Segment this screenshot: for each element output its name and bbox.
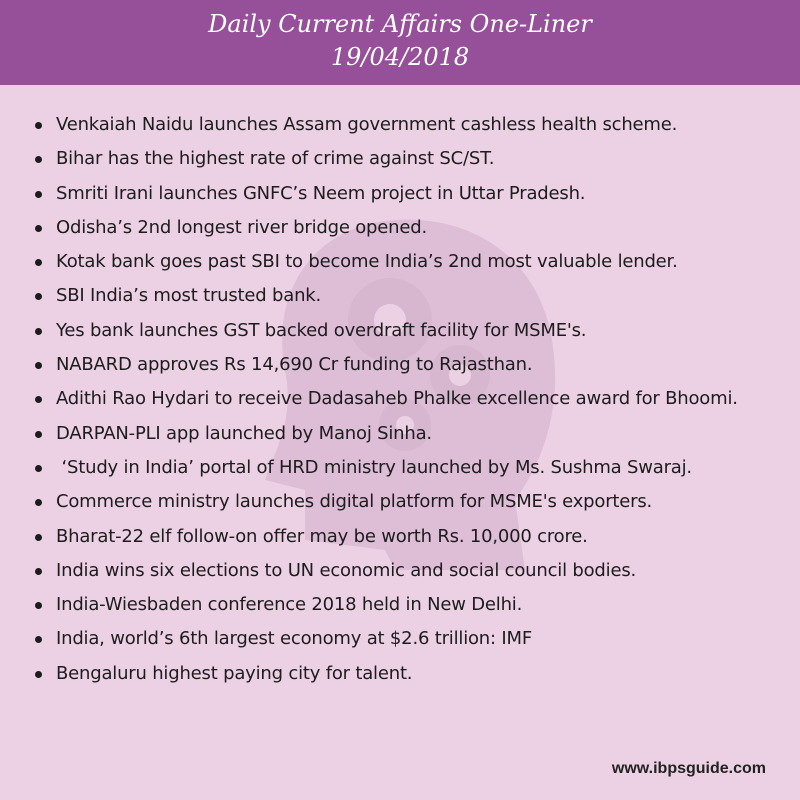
list-item: India-Wiesbaden conference 2018 held in New Delhi. [35, 588, 795, 622]
bullet-icon [35, 293, 42, 300]
bullet-icon [35, 191, 42, 198]
list-item: Adithi Rao Hydari to receive Dadasaheb Phalke excellence award for Bhoomi. [35, 382, 795, 416]
bullet-icon [35, 259, 42, 266]
bullet-icon [35, 568, 42, 575]
bullet-icon [35, 636, 42, 643]
bullet-icon [35, 156, 42, 163]
list-item: DARPAN-PLI app launched by Manoj Sinha. [35, 417, 795, 451]
bullet-icon [35, 602, 42, 609]
one-liner-list [35, 108, 795, 691]
list-item: Yes bank launches GST backed overdraft facility for MSME's. [35, 314, 795, 348]
list-item: Kotak bank goes past SBI to become India’s 2nd most valuable lender. [35, 245, 795, 279]
list-item: Bharat-22 elf follow-on offer may be worth Rs. 10,000 crore. [35, 520, 795, 554]
bullet-icon [35, 671, 42, 678]
website-url: www.ibpsguide.com [611, 760, 766, 777]
bullet-icon [35, 465, 42, 472]
list-item: SBI India’s most trusted bank. [35, 279, 795, 313]
header-banner [0, 0, 800, 85]
list-item: NABARD approves Rs 14,690 Cr funding to Rajasthan. [35, 348, 795, 382]
list-item: India, world’s 6th largest economy at $2.6 trillion: IMF [35, 622, 795, 656]
bullet-icon [35, 499, 42, 506]
list-item: India wins six elections to UN economic and social council bodies. [35, 554, 795, 588]
list-item: Bengaluru highest paying city for talent. [35, 657, 795, 691]
bullet-icon [35, 328, 42, 335]
bullet-icon [35, 431, 42, 438]
bullet-icon [35, 225, 42, 232]
bullet-icon [35, 122, 42, 129]
bullet-icon [35, 396, 42, 403]
list-item: ‘Study in India’ portal of HRD ministry launched by Ms. Sushma Swaraj. [35, 451, 795, 485]
list-item: Odisha’s 2nd longest river bridge opened. [35, 211, 795, 245]
bullet-icon [35, 362, 42, 369]
page-title: Daily Current Affairs One-Liner [208, 10, 592, 38]
page-date: 19/04/2018 [330, 43, 470, 71]
list-item: Bihar has the highest rate of crime against SC/ST. [35, 142, 795, 176]
list-item: Smriti Irani launches GNFC’s Neem project in Uttar Pradesh. [35, 177, 795, 211]
bullet-icon [35, 534, 42, 541]
list-item: Commerce ministry launches digital platform for MSME's exporters. [35, 485, 795, 519]
list-item: Venkaiah Naidu launches Assam government cashless health scheme. [35, 108, 795, 142]
